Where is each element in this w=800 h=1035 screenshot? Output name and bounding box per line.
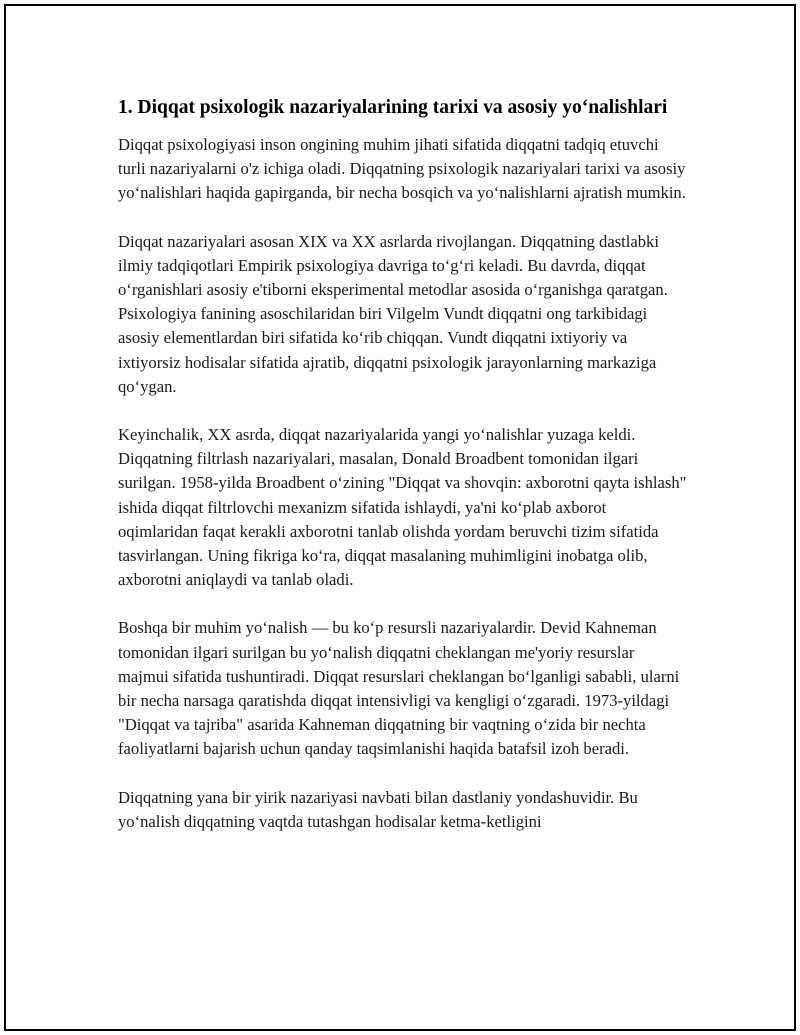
document-body [118, 95, 688, 858]
paragraph-1: Diqqat psixologiyasi inson ongining muhim jihati sifatida diqqatni tadqiq etuvchi turli nazariyalarni o'z ichiga oladi. Diqqatning psixologik nazariyalari tarixi va asosiy yo‘nalishlari haqida gapirganda, bir necha bosqich va yo‘nalishlarni ajratish mumkin. [118, 135, 686, 203]
paragraph-2: Diqqat nazariyalari asosan XIX va XX asrlarda rivojlangan. Diqqatning dastlabki ilmiy tadqiqotlari Empirik psixologiya davriga to‘g‘ri keladi. Bu davrda, diqqat o‘rganishlari asosiy e'tiborni eksperimental metodlar asosida o‘rganishga qaratgan. Psixologiya fanining asoschilaridan biri Vilgelm Vundt diqqatni ong tarkibidagi asosiy elementlardan biri sifatida ko‘rib chiqqan. Vundt diqqatni ixtiyoriy va ixtiyorsiz hodisalar sifatida ajratib, diqqatni psixologik jarayonlarning markaziga qo‘ygan. [118, 231, 668, 396]
paragraph-5: Diqqatning yana bir yirik nazariyasi navbati bilan dastlaniy yondashuvidir. Bu yo‘nalish diqqatning vaqtda tutashgan hodisalar ketma-ketligini [118, 787, 638, 831]
paragraph-4: Boshqa bir muhim yo‘nalish — bu ko‘p resursli nazariyalardir. Devid Kahneman tomonidan ilgari surilgan bu yo‘nalish diqqatni cheklangan me'yoriy resurslar majmui sifatida tushuntiradi. Diqqat resurslari cheklangan bo‘lganligi sababli, ularni bir necha narsaga qaratishda diqqat intensivligi va kengligi o‘zgaradi. 1973-yildagi "Diqqat va tajriba" asarida Kahneman diqqatning bir vaqtning o‘zida bir nechta faoliyatlarni bajarish uchun qanday taqsimlanishi haqida batafsil izoh beradi. [118, 618, 680, 759]
section-heading: 1. Diqqat psixologik nazariyalarining tarixi va asosiy yo‘nalishlari [118, 97, 668, 118]
paragraph-3: Keyinchalik, XX asrda, diqqat nazariyalarida yangi yo‘nalishlar yuzaga keldi. Diqqatning filtrlash nazariyalari, masalan, Donald Broadbent tomonidan ilgari surilgan. 1958-yilda Broadbent o‘zining "Diqqat va shovqin: axborotni qayta ishlash" ishida diqqat filtrlovchi mexanizm sifatida ishlaydi, ya'ni ko‘plab axborot oqimlaridan faqat kerakli axborotni tanlab olishda yordam beruvchi tizim sifatida tasvirlangan. Uning fikriga ko‘ra, diqqat masalaning muhimligini inobatga olib, axborotni aniqlaydi va tanlab oladi. [118, 425, 687, 590]
